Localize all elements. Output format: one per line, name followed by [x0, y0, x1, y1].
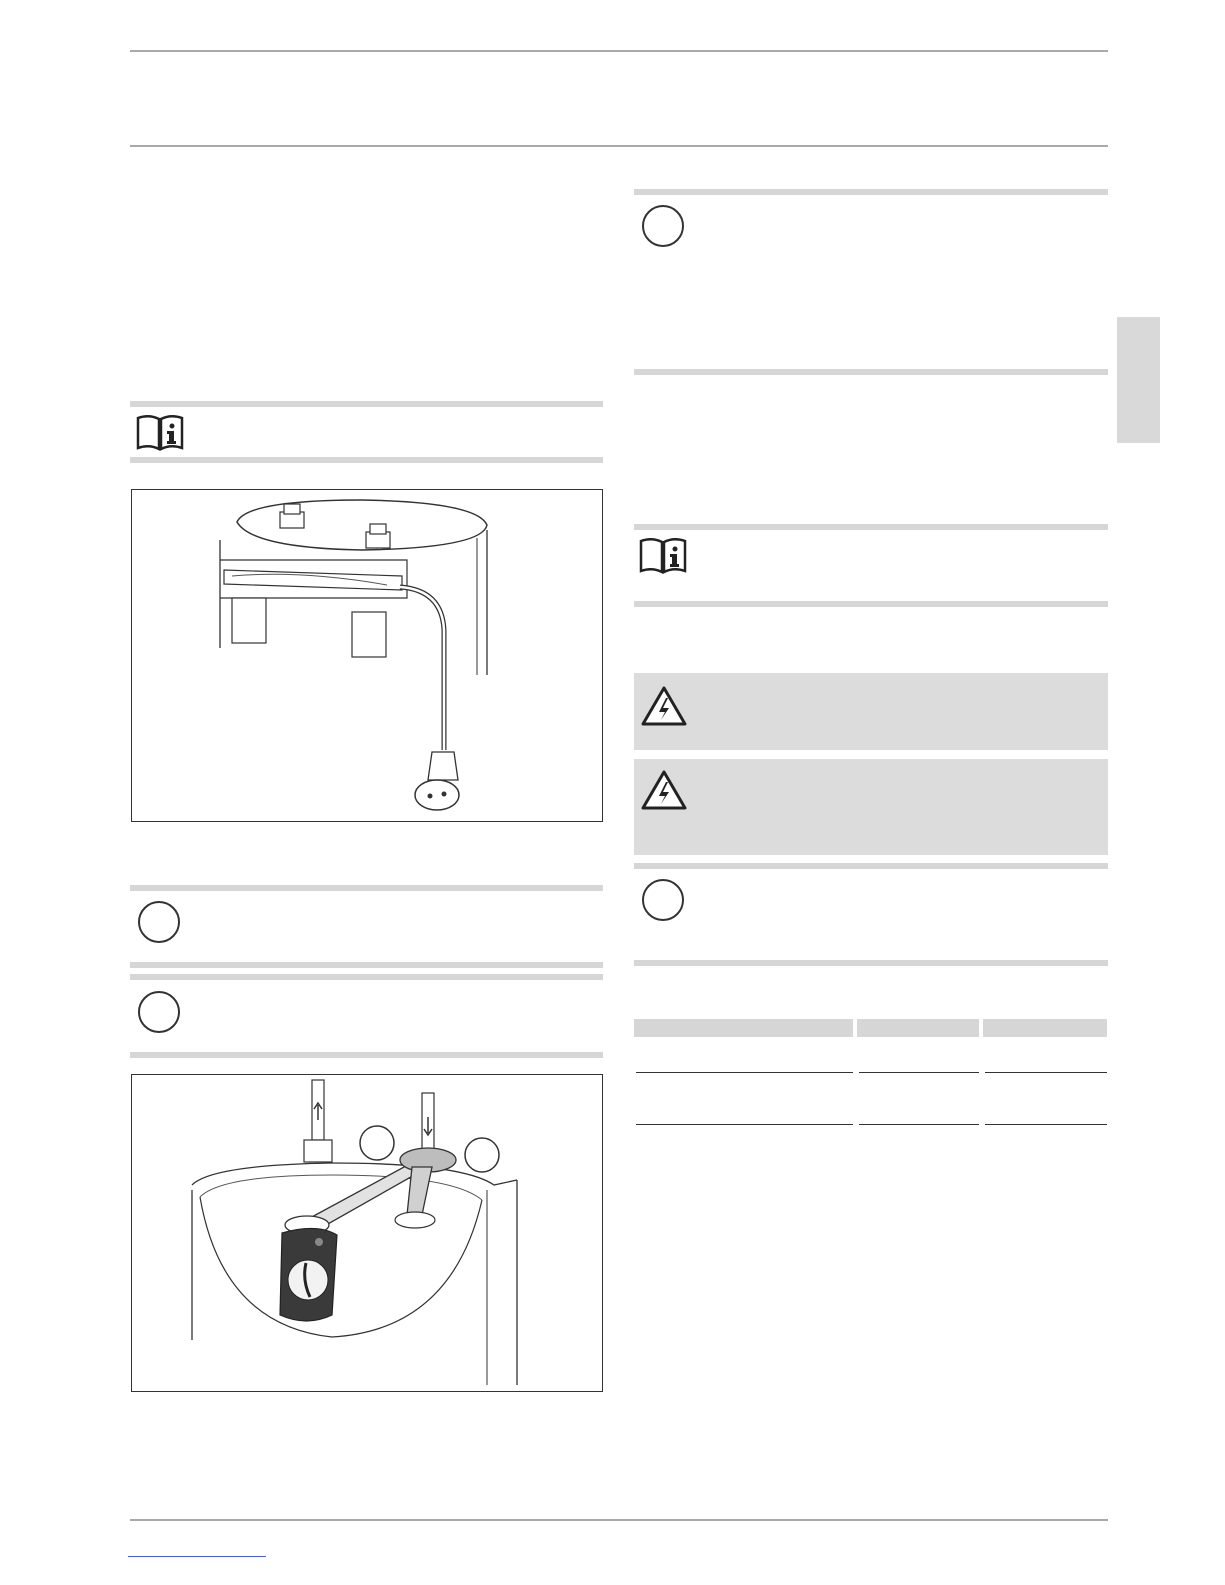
table-header-cell	[983, 1019, 1107, 1037]
table-row	[859, 1072, 979, 1073]
circle-note-icon	[642, 205, 684, 247]
header-rule-top	[130, 50, 1108, 52]
electric-hazard-icon	[640, 769, 688, 811]
caution-band-2-top	[130, 974, 603, 980]
chapter-side-tab	[1117, 317, 1160, 443]
footer-link-underline[interactable]	[128, 1556, 266, 1557]
caution-band-1-top	[130, 885, 603, 891]
figure-power-cable	[131, 489, 603, 822]
water-heater-with-plug-icon	[132, 490, 602, 821]
caution-band-4-bottom	[634, 960, 1108, 966]
caution-band-1-bottom	[130, 962, 603, 968]
electric-hazard-icon	[640, 685, 688, 727]
figure-wrench-connection	[131, 1074, 603, 1392]
caution-band-3-top	[634, 189, 1108, 195]
table-row	[636, 1072, 853, 1073]
table-row	[985, 1124, 1107, 1125]
header-rule-bottom	[130, 145, 1108, 147]
caution-band-3-bottom	[634, 369, 1108, 375]
water-heater-wrench-icon	[132, 1075, 602, 1391]
table-row	[859, 1124, 979, 1125]
circle-note-icon	[138, 991, 180, 1033]
table-row	[636, 1124, 853, 1125]
manual-info-icon	[135, 414, 185, 452]
table-row	[985, 1072, 1107, 1073]
note-band-2-top	[634, 524, 1108, 530]
note-band-2-bottom	[634, 601, 1108, 607]
table-header-cell	[634, 1019, 853, 1037]
circle-note-icon	[642, 879, 684, 921]
note-band-top	[130, 401, 603, 407]
note-band-bottom	[130, 457, 603, 463]
footer-rule	[130, 1519, 1108, 1521]
manual-info-icon	[638, 537, 688, 575]
caution-band-4-top	[634, 863, 1108, 869]
caution-band-2-bottom	[130, 1052, 603, 1058]
warning-box-1	[634, 673, 1108, 750]
circle-note-icon	[138, 901, 180, 943]
warning-box-2	[634, 759, 1108, 855]
table-header-cell	[857, 1019, 979, 1037]
